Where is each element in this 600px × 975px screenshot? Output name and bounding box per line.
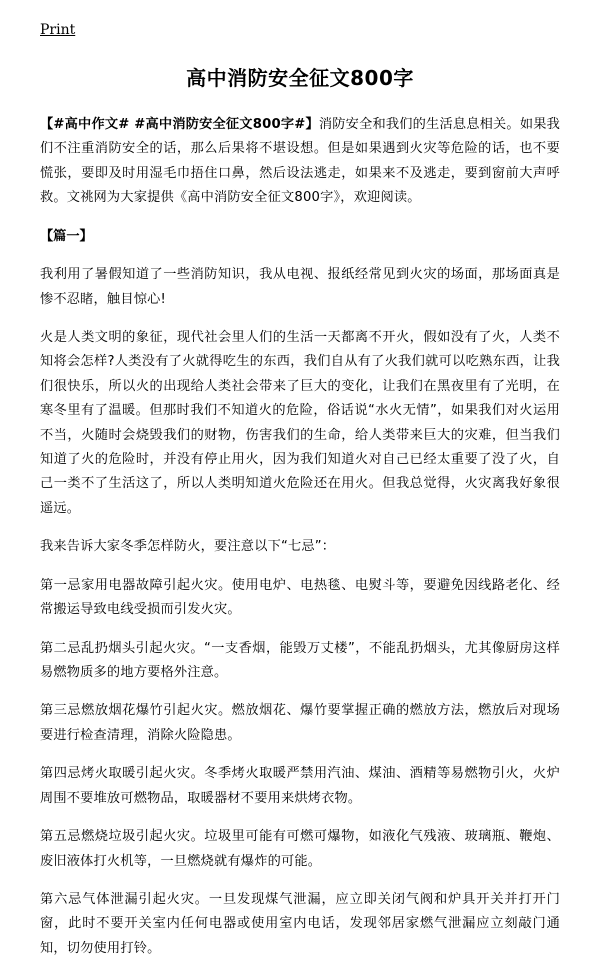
intro-text: 消防安全和我们的生活息息相关。如果我们不注重消防安全的话，那么后果将不堪设想。但是如果遇到火灾等危险的话，也不要慌张，要即及时用湿毛巾捂住口鼻，然后设法逃走，如果来不及逃走，要到窗前大声呼救。文祧网为大家提供《高中消防安全征文800字》，欢迎阅读。 bbox=[40, 117, 560, 206]
paragraph: 第六忌气体泄漏引起火灾。一旦发现煤气泄漏，应立即关闭气阀和炉具开关并打开门窗，此时不要开关室内任何电器或使用室内电话，发现邻居家燃气泄漏应立刻敲门通知，切勿使用打铃。 bbox=[40, 891, 560, 956]
paragraph: 第三忌燃放烟花爆竹引起火灾。燃放烟花、爆竹要掌握正确的燃放方法，燃放后对现场要进行检查清理，消除火险隐患。 bbox=[40, 703, 560, 743]
paragraph: 我利用了暑假知道了一些消防知识，我从电视、报纸经常见到火灾的场面，那场面真是惨不忍睹，触目惊心! bbox=[40, 267, 560, 307]
paragraph: 第二忌乱扔烟头引起火灾。“一支香烟，能毁万丈楼”，不能乱扔烟头，尤其像厨房这样易燃物质多的地方要格外注意。 bbox=[40, 640, 560, 681]
section-heading: 【篇一】 bbox=[40, 228, 93, 244]
paragraph: 第四忌烤火取暖引起火灾。冬季烤火取暖严禁用汽油、煤油、酒精等易燃物引火，火炉周围不要堆放可燃物品，取暖器材不要用来烘烤衣物。 bbox=[40, 766, 560, 806]
paragraph: 第一忌家用电器故障引起火灾。使用电炉、电热毯、电熨斗等，要避免因线路老化、经常搬运导致电线受损而引发火灾。 bbox=[40, 577, 560, 618]
print-link[interactable]: Print bbox=[40, 22, 76, 38]
document-body bbox=[40, 62, 560, 975]
paragraph: 我来告诉大家冬季怎样防火，要注意以下“七忌”： bbox=[40, 539, 336, 555]
page-title: 高中消防安全征文800字 bbox=[186, 66, 414, 90]
paragraph: 第五忌燃烧垃圾引起火灾。垃圾里可能有可燃可爆物，如液化气残液、玻璃瓶、鞭炮、废旧液体打火机等，一旦燃烧就有爆炸的可能。 bbox=[40, 829, 560, 869]
intro-tag: 【#高中作文# #高中消防安全征文800字#】 bbox=[40, 117, 319, 132]
intro-paragraph bbox=[40, 113, 560, 211]
paragraph: 火是人类文明的象征，现代社会里人们的生活一天都离不开火，假如没有了火，人类不知将会怎样?人类没有了火就得吃生的东西，我们自从有了火我们就可以吃熟东西，让我们很快乐，所以火的出现给人类社会带来了巨大的变化，让我们在黑夜里有了光明，在寒冬里有了温暖。但那时我们不知道火的危险，俗话说“水火无情”，如果我们对火运用不当，火随时会烧毁我们的财物，伤害我们的生命，给人类带来巨大的灾难，但当我们知道了火的危险时，并没有停止用火，因为我们知道火对自己已经太重要了没了火，自己一类不了生活这了，所以人类明知道火危险还在用火。但我总觉得，火灾离我好象很遥远。 bbox=[40, 329, 560, 516]
